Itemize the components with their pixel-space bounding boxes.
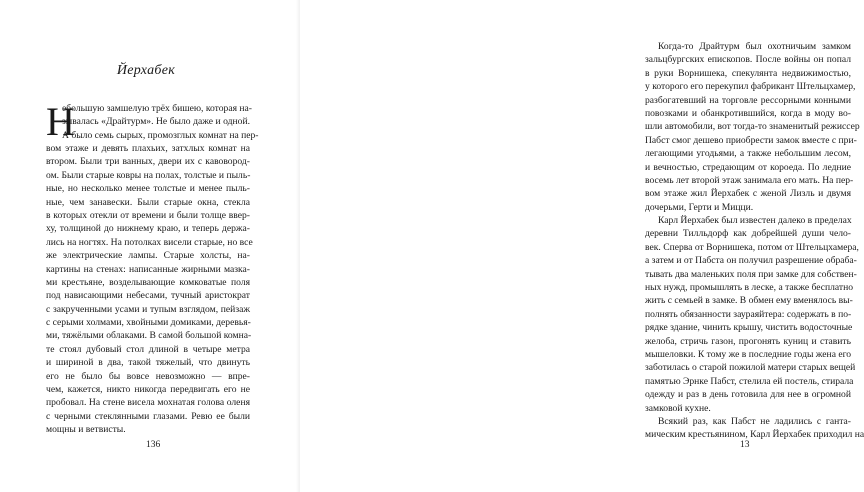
text-line: А было семь сырых, промозглых комнат на пер-	[62, 129, 259, 141]
text-line: у которого его перекупил фабрикант Штельцхамер,	[645, 81, 856, 93]
text-line: жить с семьей в замке. В обмен ему вменялось вы-	[645, 295, 853, 307]
text-line: и шириной в два, такой тяжелый, что двинуть	[46, 357, 250, 369]
text-line: те стоял дубовый стол длиной в четыре метра	[46, 343, 250, 355]
text-line: с закрученными усами и тупым взглядом, пейзаж	[46, 303, 250, 315]
text-line: деревни Тилльдорф как добрейшей души чело-	[645, 228, 851, 240]
text-line: ом. Были старые ковры на полах, толстые и пыль-	[46, 169, 251, 181]
text-line: ху, толщиной до нижнему краю, и теперь держа-	[46, 223, 250, 235]
text-line: Всякий раз, как Пабст не ладились с ганта-	[658, 415, 851, 427]
text-line: зальцбургских епископов. После войны он попал	[645, 54, 851, 66]
text-line: ные, чем занавески. Были старые окна, стекла	[46, 196, 250, 208]
text-line: мощны и ветвисты.	[46, 424, 126, 436]
text-line: ных нужд, промышлять в леске, а также бесплатно	[645, 282, 854, 294]
text-line: ебольшую замшелую трёх бишею, которая на-	[62, 103, 252, 114]
text-line: с серыми холмами, хвойными домиками, деревья-	[46, 317, 251, 329]
text-line: с черными стеклянными глазами. Ревю ее были	[46, 410, 250, 422]
dropcap-lines	[62, 102, 259, 142]
text-line: в руки Ворнишека, спекулянта недвижимостью,	[645, 67, 851, 79]
text-line: желоба, стричь газон, прогонять куниц и ставить	[645, 335, 851, 347]
text-line: одежду и раз в день готовила для нее в огромной	[645, 389, 851, 401]
left-page	[0, 0, 300, 492]
text-line: картины на стенах: написанные жирными мазка-	[46, 263, 250, 275]
text-line: Пабст смог дешево приобрести замок вместе с при-	[645, 134, 857, 146]
text-line: разбогатевший на торговле рессорными конными	[645, 94, 851, 106]
text-line: повозками и обанкротившийся, когда в моду во-	[645, 107, 851, 119]
text-line: восемь лет второй этаж занимала его мать. На пер-	[645, 174, 854, 186]
page-number-left: 136	[146, 440, 161, 450]
text-line: втором. Были три ванных, двери их с кавовород-	[46, 156, 250, 168]
text-line: под нависающими небесами, тучный аристократ	[46, 290, 250, 302]
text-line: в которых отекли от времени и были толще ввер-	[46, 209, 250, 221]
text-line: памятью Эрнке Пабст, стелила ей постель, стирала	[645, 375, 854, 387]
text-line: вом этаже и девять плахьих, затхлых комнат на	[46, 143, 250, 154]
text-line: и вечностью, стредающим от короеда. По ледние	[645, 161, 851, 173]
right-page	[300, 0, 864, 492]
text-line: Когда-то Драйтурм был охотничьим замком	[658, 41, 851, 52]
drop-cap: Н	[46, 99, 75, 144]
text-line: же электрические лампы. Старые холсты, на-	[46, 250, 250, 262]
text-line: мышеловки. К тому же в последние годы жена его	[645, 348, 852, 360]
text-line: тывать два маленьких поля при замке для собствен-	[645, 268, 857, 280]
text-line: его не было бы вовсе невозможно — впре-	[46, 370, 250, 382]
chapter-title: Йерхабек	[116, 63, 176, 78]
text-line: ми, тяжёлыми облаками. В самой большой комна-	[46, 330, 252, 342]
text-line: век. Сперва от Ворнишека, потом от Штельцхамера,	[645, 241, 859, 253]
text-line: вом этаже жил Йерхабек с женой Лизль и двумя	[645, 188, 851, 200]
text-line: ми крестьяне, возделывающие комковатые поля	[46, 276, 250, 288]
text-line: чем, кажется, никто никогда передвигать его не	[46, 384, 250, 396]
text-line: ные, но несколько менее толстые и менее пыль-	[46, 183, 250, 195]
left-body-text	[46, 142, 253, 437]
page-number-right: 13	[740, 440, 750, 450]
right-body-text	[645, 40, 864, 442]
text-line: а затем и от Пабста он получил разрешение обраба-	[645, 255, 857, 267]
text-line: дочерьми, Герти и Мицци.	[645, 201, 754, 213]
text-line: замковой кухне.	[645, 402, 711, 414]
text-line: зывалась «Драйтурм». Не было даже и одной.	[62, 116, 250, 128]
text-line: рядке здание, чинить крышу, чистить водосточные	[645, 322, 853, 334]
text-line: Карл Йерхабек был известен далеко в пределах	[658, 215, 852, 227]
text-line: мическим крестьянином, Карл Йерхабек приходил на	[645, 429, 864, 441]
text-line: заботилась о старой пожилой матери старых вещей	[645, 362, 856, 374]
text-line: пробовал. На стене висела мохнатая голова оленя	[46, 397, 250, 409]
text-line: легающими угодьями, а также небольшим лесом,	[645, 148, 851, 160]
text-line: полнять обязанности заураяйтера: содержать в по-	[645, 308, 852, 320]
text-line: лись на ногтях. На потолках висели старые, но все	[46, 236, 253, 248]
text-line: шли автомобили, вот тогда-то знаменитый режиссер	[645, 121, 860, 133]
